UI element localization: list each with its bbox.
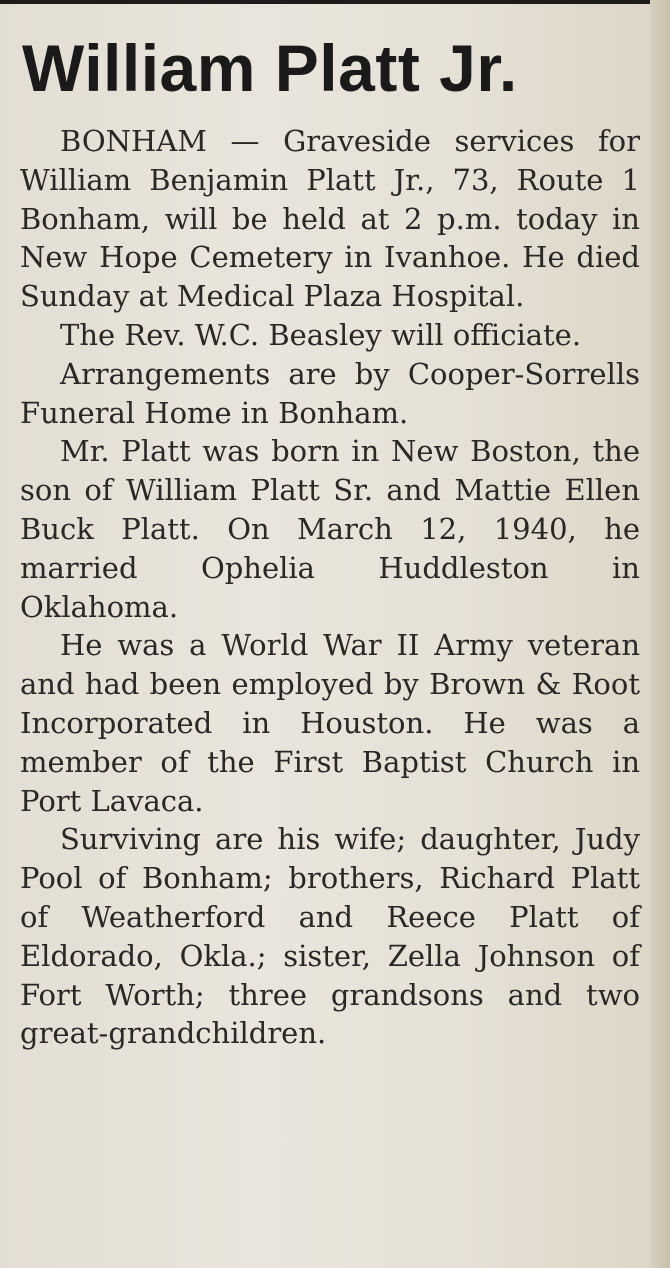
paragraph-birth-marriage: Mr. Platt was born in New Boston, the son of William Platt Sr. and Mattie Ellen Buck Platt. On March 12, 1940, he married Ophelia Huddleston in Oklahoma. bbox=[20, 434, 640, 624]
obituary-body bbox=[20, 122, 640, 1053]
paragraph-survivors: Surviving are his wife; daughter, Judy Pool of Bonham; brothers, Richard Platt of Weatherford and Reece Platt of Eldorado, Okla.; sister, Zella Johnson of Fort Worth; three grandsons and two great-grandchildren. bbox=[20, 822, 640, 1051]
clipping-edge bbox=[650, 0, 670, 1268]
paragraph-arrangements: Arrangements are by Cooper-Sorrells Funeral Home in Bonham. bbox=[20, 356, 640, 430]
paragraph-officiant: The Rev. W.C. Beasley will officiate. bbox=[60, 317, 582, 352]
obituary-headline: William Platt Jr. bbox=[22, 31, 518, 105]
paragraph-career: He was a World War II Army veteran and had been employed by Brown & Root Incorporated in Houston. He was a member of the First Baptist Church in Port Lavaca. bbox=[20, 628, 640, 818]
paragraph-services: BONHAM — Graveside services for William Benjamin Platt Jr., 73, Route 1 Bonham, will be held at 2 p.m. today in New Hope Cemetery in Ivanhoe. He died Sunday at Medical Plaza Hospital. bbox=[20, 124, 640, 314]
